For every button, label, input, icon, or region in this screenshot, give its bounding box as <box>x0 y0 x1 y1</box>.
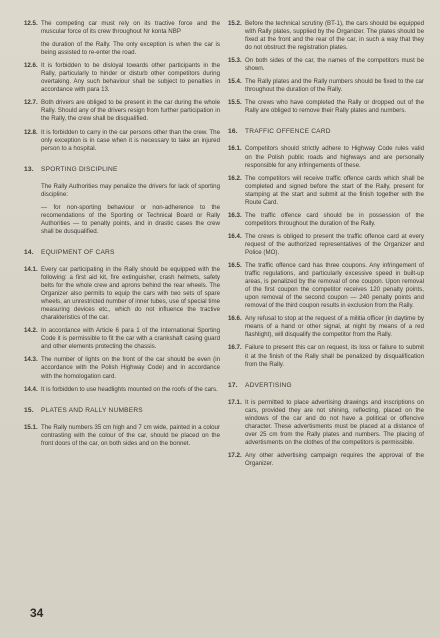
numbered-paragraph <box>228 99 424 115</box>
numbered-paragraph <box>24 129 220 153</box>
section-title: PLATES AND RALLY NUMBERS <box>41 406 143 414</box>
paragraph-number: 15.3. <box>228 57 242 65</box>
paragraph-text: The number of lights on the front of the car should be even (in accordance with the Polish Highway Code) and in accordance with the homologation card. <box>41 356 220 380</box>
paragraph-number: 15.5. <box>228 99 242 107</box>
paragraph-number: 15.2. <box>228 20 242 27</box>
numbered-paragraph <box>228 452 424 468</box>
numbered-paragraph <box>24 386 220 394</box>
numbered-paragraph <box>24 99 220 123</box>
paragraph-number: 16.4. <box>228 232 242 240</box>
numbered-paragraph <box>24 62 220 94</box>
paragraph-number: 16.2. <box>228 174 242 182</box>
paragraph-text: The competing car must rely on its tractive force and the muscular force of its crew throughout Nr konta NBP <box>41 20 220 36</box>
paragraph-text: The competitors will receive traffic offence cards which shall be completed and signed before the start of the Rally, present for stamping at the start and submit at the finish together with the Route Card. <box>245 174 424 206</box>
paragraph-number: 16.6. <box>228 315 242 323</box>
numbered-paragraph <box>228 399 424 447</box>
paragraph-text: It is forbidden to be disloyal towards other participants in the Rally, particularly to hinder or disturb other competitors during overtaking. Any such behaviour shall be subject to penalties in accordance with para 13. <box>41 62 220 94</box>
numbered-paragraph <box>228 175 424 207</box>
paragraph-number: 14.3. <box>24 356 38 364</box>
numbered-paragraph <box>24 424 220 448</box>
section-number: 14. <box>24 248 34 256</box>
numbered-paragraph <box>228 344 424 368</box>
paragraph-number: 16.5. <box>228 262 242 270</box>
paragraph-text: On both sides of the car, the names of the competitors must be shown. <box>245 57 424 73</box>
numbered-paragraph <box>24 356 220 380</box>
section-title: TRAFFIC OFFENCE CARD <box>245 128 331 136</box>
paragraph-number: 14.4. <box>24 385 38 393</box>
numbered-paragraph <box>24 20 220 36</box>
paragraph-text: The Rally numbers 35 cm high and 7 cm wide, painted in a colour contrasting with the colour of the car, should be placed on the front doors of the car, on both sides and on the bonnet. <box>41 423 220 447</box>
paragraph-text: The crews who have completed the Rally or dropped out of the Rally are obliged to remove their Rally plates and numbers. <box>245 99 424 115</box>
paragraph-text: the duration of the Rally. The only exception is when the car is being assisted to re-enter the road. <box>41 41 220 57</box>
numbered-paragraph <box>228 78 424 94</box>
paragraph-number: 16.3. <box>228 211 242 219</box>
paragraph-text: Failure to present this car on request, its loss or failure to submit it at the finish of the Rally shall be penalized by disqualification from the Rally. <box>245 344 424 368</box>
paragraph-text: The Rally Authorities may penalize the drivers for lack of sporting discipline: <box>41 182 220 198</box>
paragraph-text: Before the technical scrutiny (BT-1), the cars should be equipped with Rally plates, supplied by the Organizer. The plates should be fixed at the front and the rear of the car, in such a way that they do not obstruct the registration plates. <box>245 20 424 52</box>
section-title: ADVERTISING <box>245 381 292 389</box>
numbered-paragraph <box>228 315 424 339</box>
numbered-paragraph <box>228 212 424 228</box>
page-number: 34 <box>30 606 44 620</box>
numbered-paragraph <box>228 145 424 169</box>
paragraph-text: Every car participating in the Rally should be equipped with the following: a first aid kit, fire extinguisher, crash helmets, safety belts for the whole crew and aprons behind the rear wheels. The Organizer also permits to equip the cars with two sets of spare wheels, an unrestricted number of inner tubes, use of special time measuring devices etc., which do not influence the tractive charakteristics of the car. <box>41 265 220 322</box>
paragraph-text: Any other advertising campaign requires the approval of the Organizer. <box>245 451 424 467</box>
paragraph-text: The traffic offence card has three coupons. Any infringement of traffic regulations, and particularly excessive speed in built-up areas, is penalized by the removal of one coupon. Upon removal of the first coupon the competitor receives 120 penalty points, upon removal of the second coupon — 240 penalty points and removal of the third coupon results in exclusion from the Rally. <box>245 262 424 310</box>
paragraph-text: Any refusal to stop at the request of a militia officer (in daytime by means of a hand or other signal, at night by means of a red flashlight), will disqualify the competitor from the Rally. <box>245 315 424 339</box>
right-column <box>228 20 424 473</box>
section-title: EQUIPMENT OF CARS <box>41 248 115 256</box>
paragraph-number: 15.4. <box>228 78 242 86</box>
paragraph-number: 12.5. <box>24 20 38 27</box>
paragraph-number: 15.1. <box>24 423 38 431</box>
section-number: 16. <box>228 128 238 136</box>
section-heading <box>24 249 220 257</box>
paragraph-number: 16.7. <box>228 344 242 352</box>
numbered-paragraph <box>228 233 424 257</box>
section-number: 15. <box>24 406 34 414</box>
paragraph-text: The Rally plates and the Rally numbers should be fixed to the car throughout the duration of the Rally. <box>245 78 424 94</box>
section-heading <box>228 128 424 136</box>
section-heading <box>24 407 220 415</box>
paragraph-text: The traffic offence card should be in possession of the competitors throughout the duration of the Rally. <box>245 211 424 227</box>
numbered-paragraph <box>228 20 424 52</box>
numbered-paragraph <box>24 266 220 322</box>
paragraph-text: In accordance with Article 6 para 1 of the International Sporting Code it is permissible to fit the car with a crankshaft casing guard and other elements protecting the chassis. <box>41 327 220 351</box>
numbered-paragraph <box>24 327 220 351</box>
paragraph-number: 14.2. <box>24 327 38 335</box>
section-number: 17. <box>228 381 238 389</box>
paragraph-number: 14.1. <box>24 265 38 273</box>
paragraph-number: 17.1. <box>228 398 242 406</box>
paragraph-number: 12.8. <box>24 128 38 136</box>
paragraph-text: It is permitted to place advertising drawings and inscriptions on cars, provided they are not shining, reflecting, placed on the windows of the car and do not have a political or offencive character. These advertisments must be placed at a distance of over 25 cm from the Rally plates and numbers. The placing of advertisments on the clothes of the competitors is permissible. <box>245 398 424 446</box>
paragraph-text: It is forbidden to carry in the car persons other than the crew. The only exception is in case when it is necessary to take an injured person to a hospital. <box>41 128 220 152</box>
left-column <box>24 20 220 453</box>
paragraph-number: 17.2. <box>228 451 242 459</box>
paragraph-text: Both drivers are obliged to be present in the car during the whole Rally. Should any of the drivers resign from further participation in the Rally, the crew shall be disqualified. <box>41 99 220 123</box>
paragraph-text: — for non-sporting behaviour or non-adherence to the recomendations of the Sporting or Technical Board or Rally Authorities — to penalty points, and in drastic cases the crew shall be dusqualified. <box>41 203 220 235</box>
paragraph-number: 12.6. <box>24 62 38 70</box>
section-heading <box>24 166 220 174</box>
paragraph-text: The crews is obliged to present the traffic offence card at every request of the authorized representatives of the Organizer and Police (MO). <box>245 232 424 256</box>
section-number: 13. <box>24 165 34 173</box>
paragraph-text: Competitors should strictly adhere to Highway Code rules valid on the Polish public roads and highways and are personally responsible for any infringements of these. <box>245 145 424 169</box>
numbered-paragraph <box>228 262 424 310</box>
paragraph-text: It is forbidden to use headlights mounted on the roofs of the cars. <box>41 385 218 393</box>
section-heading <box>228 382 424 390</box>
section-title: SPORTING DISCIPLINE <box>41 165 118 173</box>
paragraph-number: 16.1. <box>228 145 242 153</box>
paragraph-number: 12.7. <box>24 99 38 107</box>
numbered-paragraph <box>228 57 424 73</box>
